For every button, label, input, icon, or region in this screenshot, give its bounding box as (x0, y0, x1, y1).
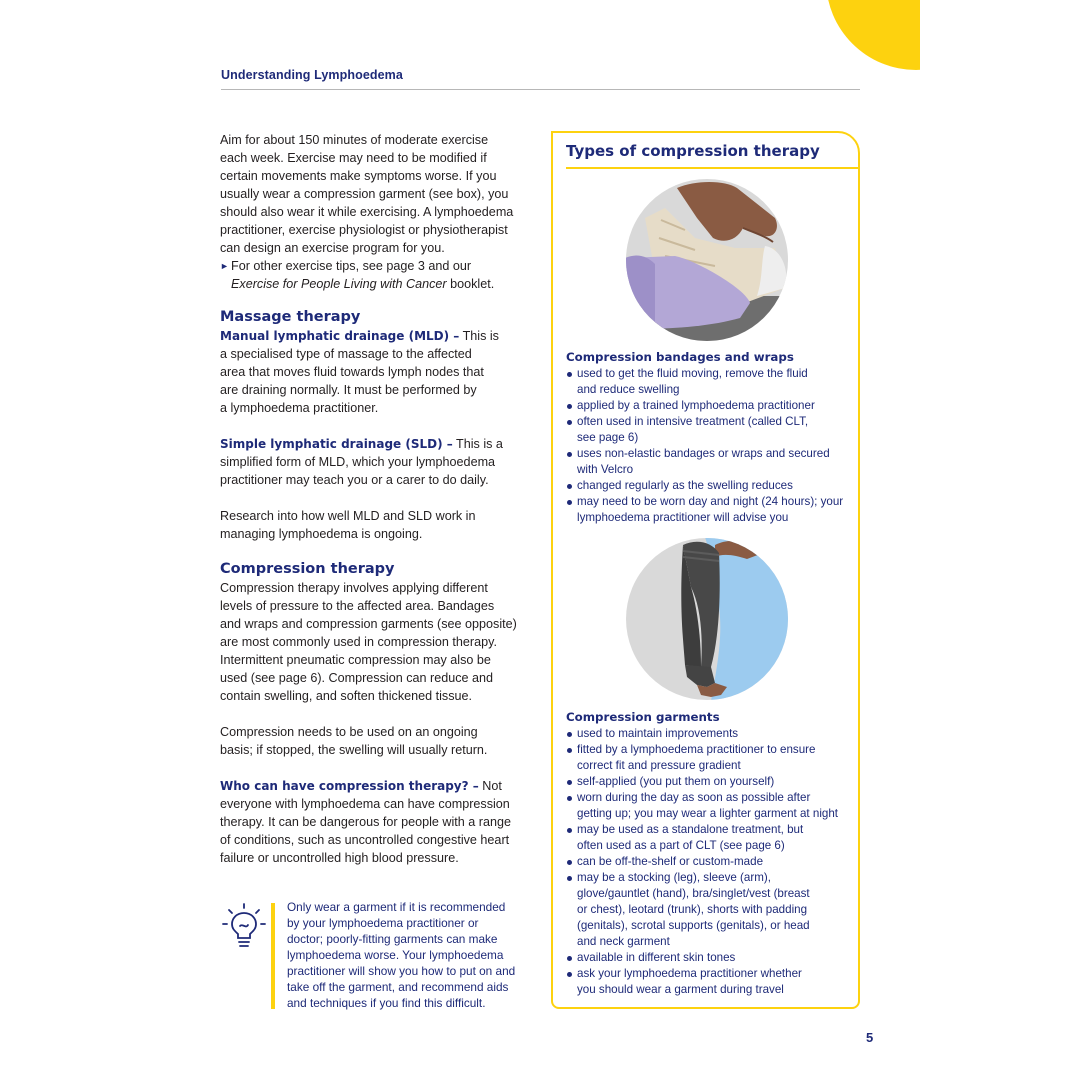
list-item: applied by a trained lymphoedema practitioner (566, 398, 856, 414)
research-paragraph: Research into how well MLD and SLD work in managing lymphoedema is ongoing. (220, 509, 476, 541)
ongoing-paragraph: Compression needs to be used on an ongoing basis; if stopped, the swelling will usually return. (220, 725, 488, 757)
tip-text: Only wear a garment if it is recommended by your lymphoedema practitioner or doctor; poorly-fitting garments can make lymphoedema worse. Your lymphoedema practitioner will show you how to put on and take off the garment, and recommend aids and techniques if you find this difficult. (287, 900, 516, 1010)
garments-heading: Compression garments (566, 710, 720, 724)
list-item: may be used as a standalone treatment, but often used as a part of CLT (see page 6) (566, 822, 856, 854)
arrow-right-icon: ► (220, 261, 229, 271)
exercise-paragraph: Aim for about 150 minutes of moderate exercise each week. Exercise may need to be modified if certain movements make symptoms worse. If you usually wear a compression garment (see box), you should also wear it while exercising. A lymphoedema practitioner, exercise physiologist or physiotherapist can design an exercise program for you. (220, 133, 514, 255)
panel-rule (566, 167, 858, 169)
list-item: changed regularly as the swelling reduces (566, 478, 856, 494)
list-item: uses non-elastic bandages or wraps and secured with Velcro (566, 446, 856, 478)
list-item: may need to be worn day and night (24 hours); your lymphoedema practitioner will advise you (566, 494, 856, 526)
panel-title: Types of compression therapy (566, 142, 820, 160)
bandage-illustration (625, 178, 789, 342)
compression-sleeve-illustration (625, 537, 789, 701)
who-paragraph: Who can have compression therapy? – Not everyone with lymphoedema can have compression therapy. It can be dangerous for people with a range of conditions, such as uncontrolled congestive heart failure or uncontrolled high blood pressure. (220, 779, 512, 865)
compression-types-panel (551, 131, 860, 1009)
compression-paragraph: Compression therapy involves applying different levels of pressure to the affected area. Bandages and wraps and compression garments (see opposite) are most commonly used in compression therapy. Intermittent pneumatic compression may also be used (see page 6). Compression can reduce and contain swelling, and soften thickened tissue. (220, 581, 517, 703)
tip-bar (271, 903, 275, 1009)
list-item: may be a stocking (leg), sleeve (arm), glove/gauntlet (hand), bra/singlet/vest (breast or chest), leotard (trunk), shorts with padding (genitals), scrotal supports (genitals), or head and neck garment (566, 870, 856, 950)
exercise-crossref: ► For other exercise tips, see page 3 and our (220, 259, 472, 273)
mld-paragraph: Manual lymphatic drainage (MLD) – This is a specialised type of massage to the affected area that moves fluid towards lymph nodes that are draining normally. It must be performed by a lymphoedema practitioner. (220, 329, 499, 415)
tip-callout (220, 899, 540, 1011)
list-item: used to get the fluid moving, remove the fluid and reduce swelling (566, 366, 856, 398)
list-item: worn during the day as soon as possible after getting up; you may wear a lighter garment at night (566, 790, 856, 822)
list-item: available in different skin tones (566, 950, 856, 966)
running-head: Understanding Lymphoedema (221, 68, 403, 82)
sld-paragraph: Simple lymphatic drainage (SLD) – This is a simplified form of MLD, which your lymphoedema practitioner may teach you or a carer to do daily. (220, 437, 503, 487)
booklet-title: Exercise for People Living with Cancer (231, 277, 447, 291)
list-item: used to maintain improvements (566, 726, 856, 742)
header-rule (221, 89, 860, 90)
garments-list (566, 726, 856, 998)
bandages-heading: Compression bandages and wraps (566, 350, 794, 364)
main-column: Aim for about 150 minutes of moderate exercise each week. Exercise may need to be modified if certain movements make symptoms worse. If you usually wear a compression garment (see box), you should also wear it while exercising. A lymphoedema practitioner, exercise physiologist or physiotherapist can design an exercise program for you. ► For other exercise tips, see page 3 and our Exercise for People Living with Cancer booklet. Massage therapy Manual lymphatic drainage (MLD) – This is a specialised type of massage to the affected area that moves fluid towards lymph nodes that are draining normally. It must be performed by a lymphoedema practitioner. Simple lymphatic drainage (SLD) – This is a simplified form of MLD, which your lymphoedema practitioner may teach you or a carer to do daily. Research into how well MLD and SLD work in managing lymphoedema is ongoing. Compression therapy Compression therapy involves applying different levels of pressure to the affected area. Bandages and wraps and compression garments (see opposite) are most commonly used in compression therapy. Intermittent pneumatic compression may also be used (see page 6). Compression can reduce and contain swelling, and soften thickened tissue. Compression needs to be used on an ongoing basis; if stopped, the swelling will usually return. Who can have compression therapy? – Not everyone with lymphoedema can have compression therapy. It can be dangerous for people with a range of conditions, such as uncontrolled congestive heart failure or uncontrolled high blood pressure. (220, 131, 532, 867)
lightbulb-icon (220, 901, 268, 953)
page-number: 5 (866, 1030, 874, 1045)
list-item: can be off-the-shelf or custom-made (566, 854, 856, 870)
list-item: fitted by a lymphoedema practitioner to ensure correct fit and pressure gradient (566, 742, 856, 774)
list-item: often used in intensive treatment (called CLT, see page 6) (566, 414, 856, 446)
list-item: ask your lymphoedema practitioner whether you should wear a garment during travel (566, 966, 856, 998)
bandages-list (566, 366, 856, 526)
massage-heading: Massage therapy (220, 309, 361, 325)
list-item: self-applied (you put them on yourself) (566, 774, 856, 790)
compression-heading: Compression therapy (220, 561, 395, 577)
